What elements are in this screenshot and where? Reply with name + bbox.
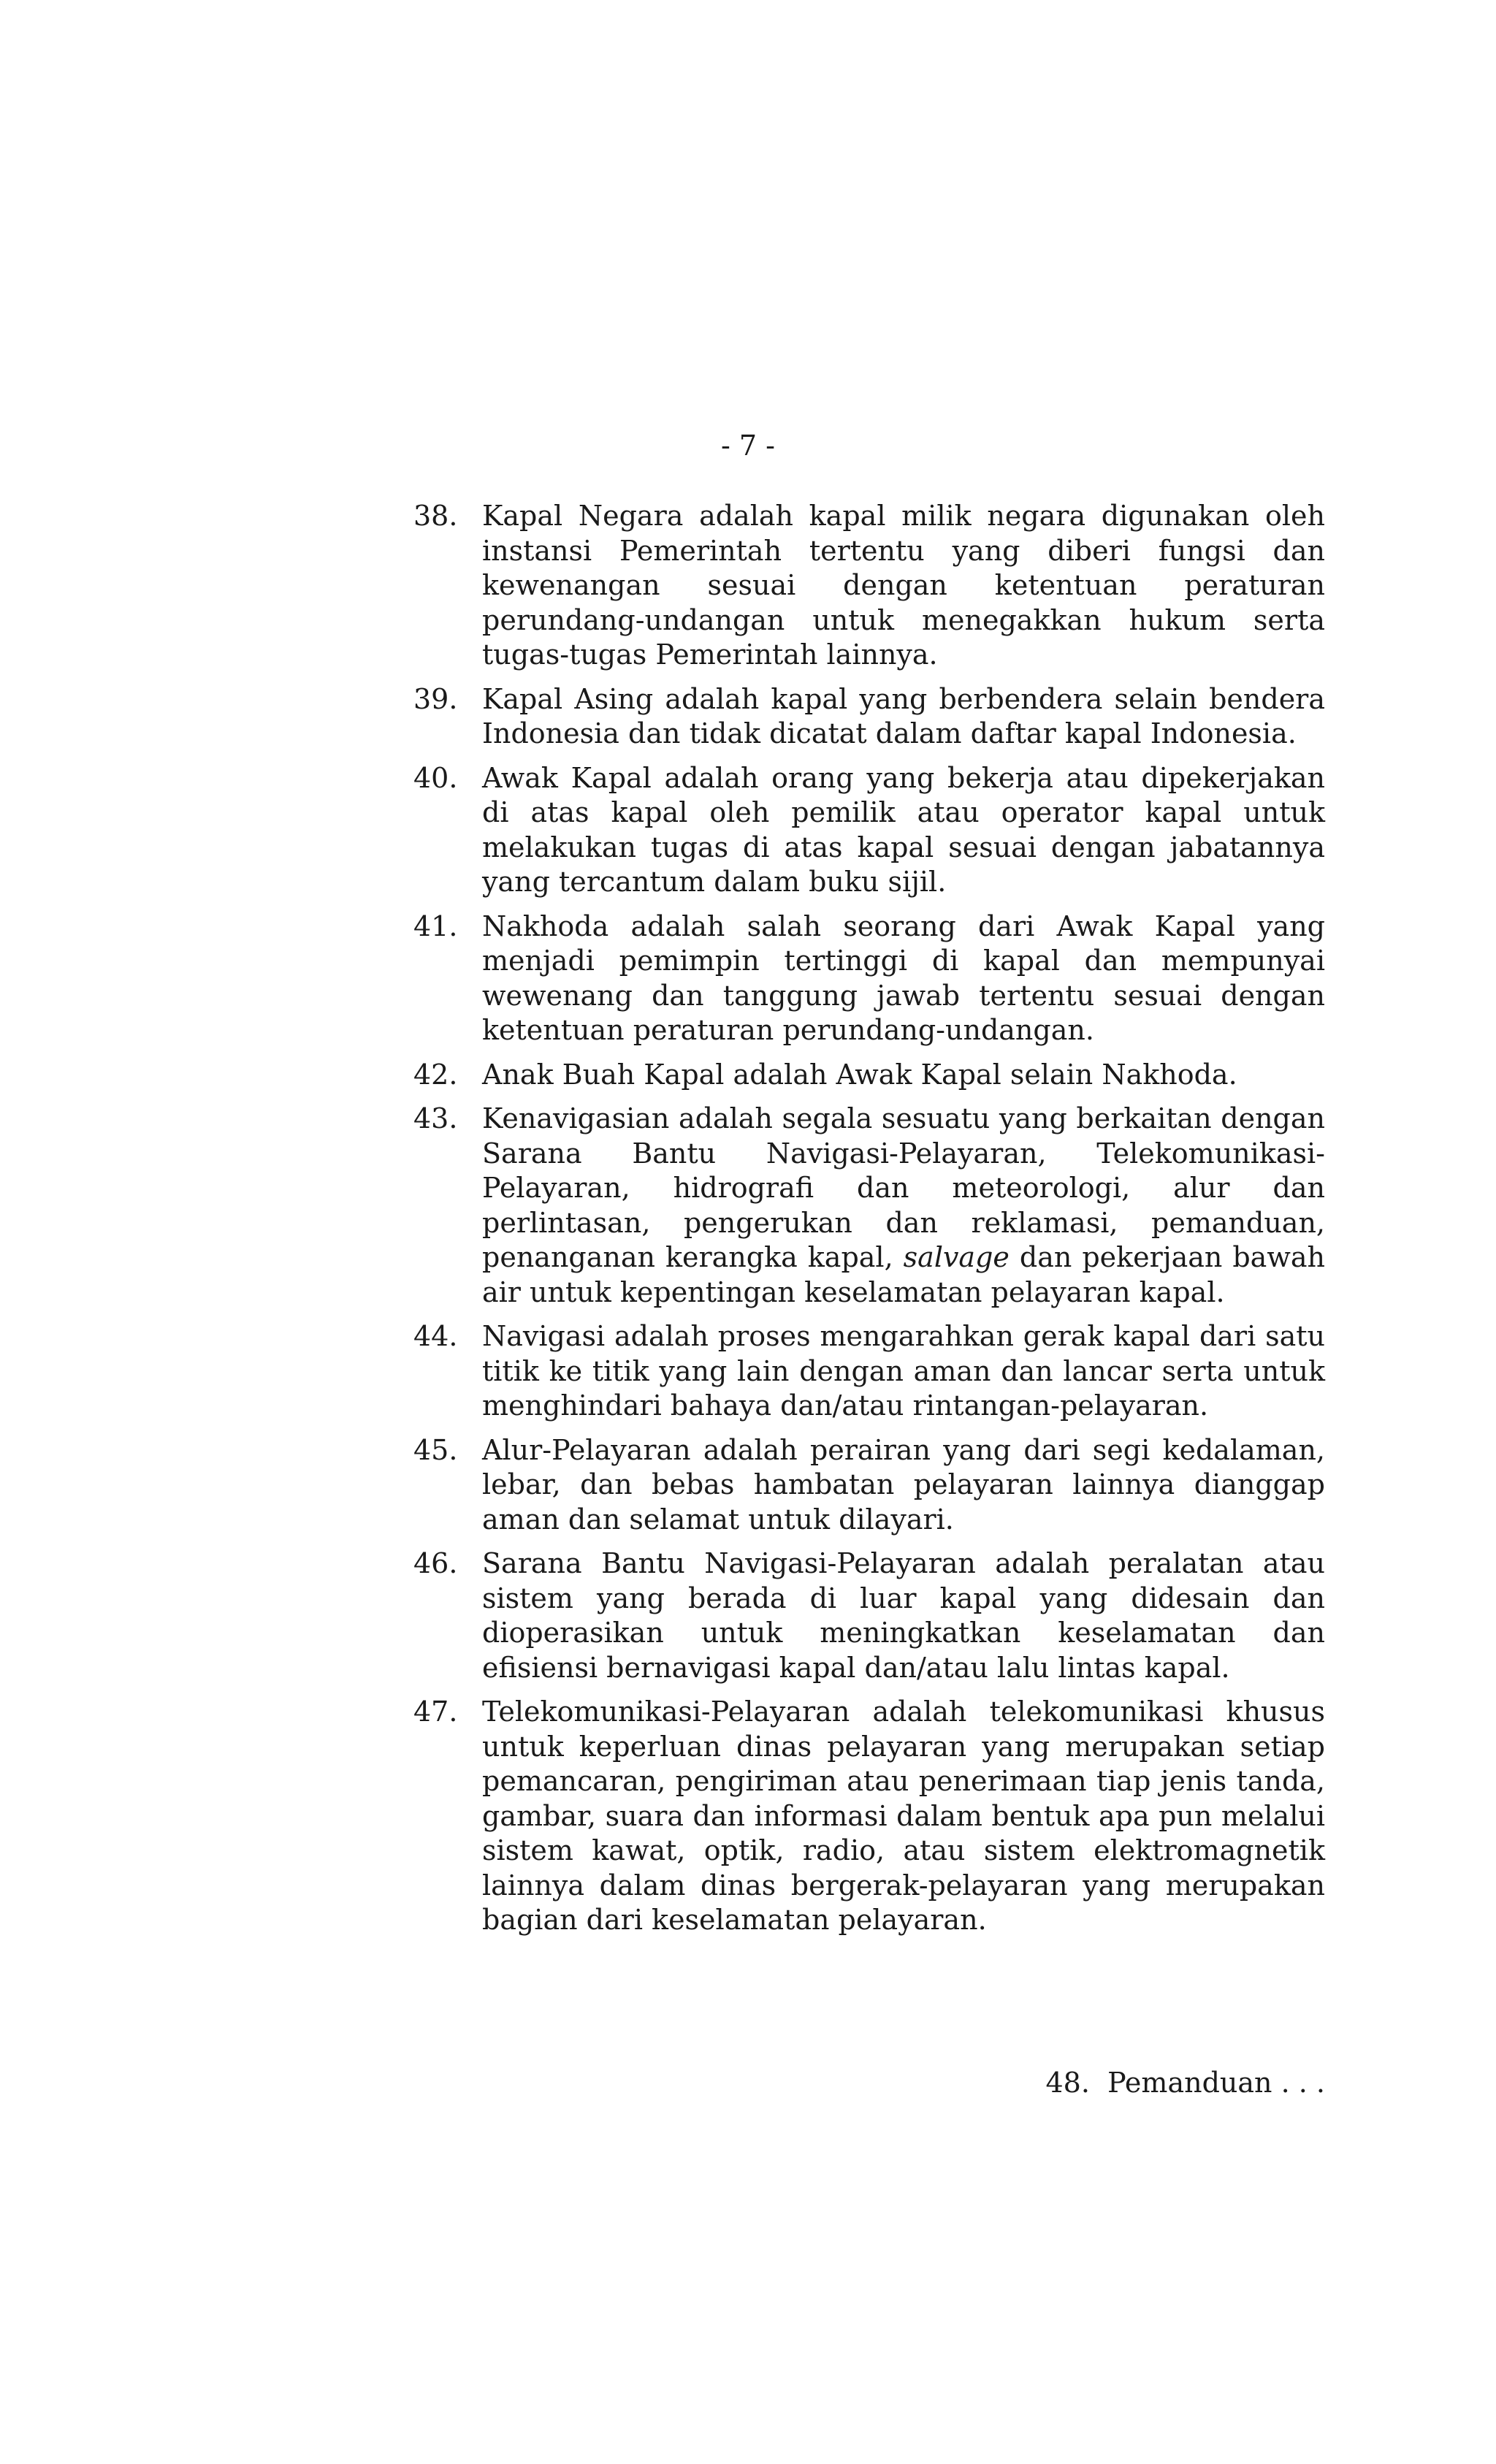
definition-item-39: [413, 682, 1325, 752]
item-text-after: dan pekerjaan bawah air untuk kepentingan keselamatan pelayaran kapal.: [482, 1241, 1325, 1308]
item-text: Navigasi adalah proses mengarahkan gerak kapal dari satu titik ke titik yang lain dengan aman dan lancar serta untuk menghindari bahaya dan/atau rintangan-pelayaran.: [482, 1320, 1325, 1422]
item-number: 40.: [413, 761, 458, 794]
item-number: 47.: [413, 1696, 458, 1728]
item-number: 39.: [413, 682, 458, 715]
definition-item-47: [413, 1695, 1325, 1938]
item-text-before: Kenavigasian adalah segala sesuatu yang berkaitan dengan Sarana Bantu Navigasi-Pelayaran, Telekomunikasi-Pelayaran, hidrografi dan meteorologi, alur dan perlintasan, pengerukan dan reklamasi, pemanduan, penanganan kerangka kapal,: [482, 1102, 1325, 1273]
item-number: 44.: [413, 1320, 458, 1352]
item-text: Alur-Pelayaran adalah perairan yang dari segi kedalaman, lebar, dan bebas hambatan pelayaran lainnya dianggap aman dan selamat untuk dilayari.: [482, 1433, 1325, 1536]
item-number: 42.: [413, 1058, 458, 1091]
item-text: [482, 1102, 1325, 1310]
definition-item-44: [413, 1319, 1325, 1424]
page-number: - 7 -: [720, 430, 775, 462]
item-text: Anak Buah Kapal adalah Awak Kapal selain Nakhoda.: [482, 1058, 1237, 1091]
definition-item-40: [413, 761, 1325, 900]
item-text: Telekomunikasi-Pelayaran adalah telekomunikasi khusus untuk keperluan dinas pelayaran yang merupakan setiap pemancaran, pengiriman atau penerimaan tiap jenis tanda, gambar, suara dan informasi dalam bentuk apa pun melalui sistem kawat, optik, radio, atau sistem elektromagnetik lainnya dalam dinas bergerak-pelayaran yang merupakan bagian dari keselamatan pelayaran.: [482, 1696, 1325, 1936]
item-number: 43.: [413, 1102, 458, 1134]
item-text: Awak Kapal adalah orang yang bekerja atau dipekerjakan di atas kapal oleh pemilik atau operator kapal untuk melakukan tugas di atas kapal sesuai dengan jabatannya yang tercantum dalam buku sijil.: [482, 761, 1325, 898]
item-text: Kapal Asing adalah kapal yang berbendera selain bendera Indonesia dan tidak dicatat dalam daftar kapal Indonesia.: [482, 682, 1325, 750]
item-number: 38.: [413, 500, 458, 532]
item-text: Nakhoda adalah salah seorang dari Awak Kapal yang menjadi pemimpin tertinggi di kapal dan mempunyai wewenang dan tanggung jawab tertentu sesuai dengan ketentuan peraturan perundang-undangan.: [482, 909, 1325, 1046]
definition-item-38: [413, 499, 1325, 673]
definition-item-42: [413, 1058, 1325, 1093]
definition-item-46: [413, 1546, 1325, 1685]
definition-item-45: [413, 1433, 1325, 1538]
definition-list: [413, 499, 1325, 1948]
item-number: 41.: [413, 909, 458, 942]
item-number: 46.: [413, 1547, 458, 1579]
definition-item-43: [413, 1102, 1325, 1310]
item-number: 45.: [413, 1433, 458, 1466]
definition-item-41: [413, 909, 1325, 1048]
item-text: Sarana Bantu Navigasi-Pelayaran adalah peralatan atau sistem yang berada di luar kapal yang didesain dan dioperasikan untuk meningkatkan keselamatan dan efisiensi bernavigasi kapal dan/atau lalu lintas kapal.: [482, 1547, 1325, 1684]
page-continuation: 48. Pemanduan . . .: [1045, 2067, 1325, 2099]
item-text: Kapal Negara adalah kapal milik negara digunakan oleh instansi Pemerintah tertentu yang diberi fungsi dan kewenangan sesuai dengan ketentuan peraturan perundang-undangan untuk menegakkan hukum serta tugas-tugas Pemerintah lainnya.: [482, 500, 1325, 671]
italic-term: salvage: [903, 1241, 1010, 1273]
